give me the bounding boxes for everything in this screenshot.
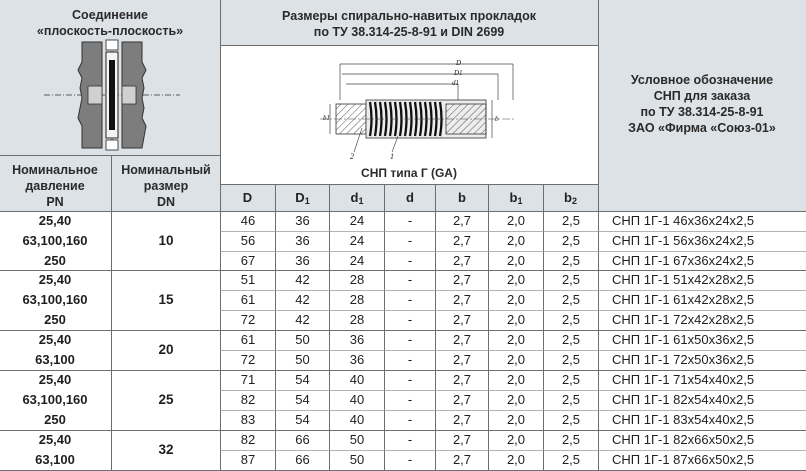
cell-b: 2,7 xyxy=(452,312,472,327)
cell-D: 72 xyxy=(240,352,256,367)
cell-d: - xyxy=(407,253,413,268)
cell-designation: СНП 1Г-1 67х36х24х2,5 xyxy=(612,253,755,268)
cell-d: - xyxy=(407,452,413,467)
cell-b1: 2,0 xyxy=(506,233,526,248)
cell-D1: 50 xyxy=(295,352,310,367)
cell-d1: 24 xyxy=(349,253,365,268)
cell-d1: 28 xyxy=(349,312,365,327)
pn-cell: 63,100,160 xyxy=(22,292,88,307)
cell-d1: 36 xyxy=(349,332,365,347)
cell-b1: 2,0 xyxy=(506,452,526,467)
cell-b: 2,7 xyxy=(452,412,472,427)
pn-cell: 25,40 xyxy=(38,332,72,347)
cell-d1: 50 xyxy=(349,432,365,447)
cell-D1: 54 xyxy=(295,372,310,387)
cell-b1: 2,0 xyxy=(506,332,526,347)
cell-D1: 36 xyxy=(295,213,310,228)
cell-D: 51 xyxy=(240,272,256,287)
cell-d: - xyxy=(407,432,413,447)
cell-b1: 2,0 xyxy=(506,372,526,387)
cell-D: 82 xyxy=(240,432,256,447)
cell-b: 2,7 xyxy=(452,253,472,268)
cell-designation: СНП 1Г-1 56х36х24х2,5 xyxy=(612,233,755,248)
cell-D: 61 xyxy=(240,332,256,347)
cell-b1: 2,0 xyxy=(506,392,526,407)
cell-b: 2,7 xyxy=(452,292,472,307)
cell-b: 2,7 xyxy=(452,233,472,248)
col-head-d1: d $_1$ xyxy=(350,190,364,206)
cell-b2: 2,5 xyxy=(561,432,581,447)
cell-b2: 2,5 xyxy=(561,312,581,327)
cell-b2: 2,5 xyxy=(561,392,581,407)
pn-cell: 250 xyxy=(44,312,66,327)
cell-D: 83 xyxy=(240,412,256,427)
cell-d: - xyxy=(407,372,413,387)
cell-b2: 2,5 xyxy=(561,412,581,427)
dn-cell: 10 xyxy=(158,233,174,248)
col-head-b1: b $_1$ xyxy=(509,190,523,206)
cell-D1: 42 xyxy=(295,272,310,287)
cell-d1: 40 xyxy=(349,412,365,427)
pn-cell: 63,100 xyxy=(35,352,75,367)
cell-designation: СНП 1Г-1 82х54х40х2,5 xyxy=(612,392,755,407)
dn-column-header: Номинальный размер DN xyxy=(121,163,211,209)
cell-b2: 2,5 xyxy=(561,272,581,287)
cell-d: - xyxy=(407,233,413,248)
cell-d: - xyxy=(407,332,413,347)
pn-cell: 25,40 xyxy=(38,272,72,287)
cell-b: 2,7 xyxy=(452,452,472,467)
cell-d1: 40 xyxy=(349,392,365,407)
cell-D: 87 xyxy=(240,452,256,467)
pn-cell: 25,40 xyxy=(38,432,72,447)
cell-b2: 2,5 xyxy=(561,292,581,307)
callout-2: 2 xyxy=(350,152,354,161)
cell-D1: 54 xyxy=(295,412,310,427)
cell-designation: СНП 1Г-1 71х54х40х2,5 xyxy=(612,372,755,387)
cell-D: 56 xyxy=(240,233,256,248)
cell-b1: 2,0 xyxy=(506,432,526,447)
cell-D1: 66 xyxy=(295,452,310,467)
designation-header: Условное обозначение СНП для заказа по ТУ 38.314-25-8-91 ЗАО «Фирма «Союз-01» xyxy=(628,73,776,135)
dim-label-b: b xyxy=(495,115,499,123)
col-head-d: d xyxy=(406,190,414,205)
pn-cell: 63,100,160 xyxy=(22,392,88,407)
pn-cell: 250 xyxy=(44,412,66,427)
cell-D1: 42 xyxy=(295,312,310,327)
cell-designation: СНП 1Г-1 61х42х28х2,5 xyxy=(612,292,755,307)
cell-b2: 2,5 xyxy=(561,452,581,467)
cell-b1: 2,0 xyxy=(506,292,526,307)
dim-label-d1-outer: D1 xyxy=(454,69,463,77)
cell-b: 2,7 xyxy=(452,272,472,287)
cell-designation: СНП 1Г-1 72х42х28х2,5 xyxy=(612,312,755,327)
cell-b2: 2,5 xyxy=(561,233,581,248)
pn-cell: 63,100,160 xyxy=(22,233,88,248)
dim-label-b1: b1 xyxy=(323,114,330,122)
cell-designation: СНП 1Г-1 46х36х24х2,5 xyxy=(612,213,755,228)
cell-b2: 2,5 xyxy=(561,352,581,367)
dn-cell: 25 xyxy=(158,392,174,407)
pn-cell: 25,40 xyxy=(38,213,72,228)
cell-D: 46 xyxy=(240,213,256,228)
dn-cell: 32 xyxy=(158,442,174,457)
col-head-D1: D $_1$ xyxy=(295,190,310,206)
cell-D: 72 xyxy=(240,312,256,327)
cell-d1: 40 xyxy=(349,372,365,387)
cell-D: 67 xyxy=(240,253,256,268)
col-head-D: D xyxy=(242,190,253,205)
pn-cell: 63,100 xyxy=(35,452,75,467)
cell-d1: 50 xyxy=(349,452,365,467)
col-head-b: b xyxy=(458,190,466,205)
cell-b2: 2,5 xyxy=(561,213,581,228)
connection-title: Соединение «плоскость-плоскость» xyxy=(36,8,184,38)
cell-D1: 54 xyxy=(295,392,310,407)
cell-designation: СНП 1Г-1 51х42х28х2,5 xyxy=(612,272,755,287)
dn-cell: 15 xyxy=(158,292,174,307)
cell-D1: 66 xyxy=(295,432,310,447)
cell-D1: 42 xyxy=(295,292,310,307)
col-head-b2: b $_2$ xyxy=(564,190,577,206)
cell-d: - xyxy=(407,292,413,307)
cell-designation: СНП 1Г-1 83х54х40х2,5 xyxy=(612,412,755,427)
cell-d: - xyxy=(407,272,413,287)
cell-b: 2,7 xyxy=(452,213,472,228)
cell-b: 2,7 xyxy=(452,392,472,407)
cell-designation: СНП 1Г-1 72х50х36х2,5 xyxy=(612,352,755,367)
cell-b: 2,7 xyxy=(452,332,472,347)
cell-d1: 36 xyxy=(349,352,365,367)
pn-cell: 250 xyxy=(44,253,66,268)
cell-designation: СНП 1Г-1 82х66х50х2,5 xyxy=(612,432,755,447)
cell-d1: 28 xyxy=(349,272,365,287)
cell-designation: СНП 1Г-1 61х50х36х2,5 xyxy=(612,332,755,347)
cell-d1: 24 xyxy=(349,213,365,228)
cell-D: 82 xyxy=(240,392,256,407)
cell-b1: 2,0 xyxy=(506,253,526,268)
dn-cell: 20 xyxy=(158,342,174,357)
cell-b1: 2,0 xyxy=(506,213,526,228)
cell-b2: 2,5 xyxy=(561,253,581,268)
cell-designation: СНП 1Г-1 87х66х50х2,5 xyxy=(612,452,755,467)
cell-d: - xyxy=(407,213,413,228)
dim-label-d1-inner: d1 xyxy=(452,79,459,87)
cell-b2: 2,5 xyxy=(561,372,581,387)
cell-d: - xyxy=(407,312,413,327)
cell-b2: 2,5 xyxy=(561,332,581,347)
pn-cell: 25,40 xyxy=(38,372,72,387)
cell-d: - xyxy=(407,352,413,367)
cell-d1: 28 xyxy=(349,292,365,307)
cell-b: 2,7 xyxy=(452,372,472,387)
cell-b1: 2,0 xyxy=(506,412,526,427)
cell-b1: 2,0 xyxy=(506,272,526,287)
cell-d: - xyxy=(407,392,413,407)
callout-1: 1 xyxy=(390,152,394,161)
cell-D: 71 xyxy=(240,372,256,387)
cell-b1: 2,0 xyxy=(506,352,526,367)
cell-b: 2,7 xyxy=(452,352,472,367)
dimensions-title: Размеры спирально-навитых прокладок по ТУ 38.314-25-8-91 и DIN 2699 xyxy=(282,9,536,39)
pn-column-header: Номинальное давление PN xyxy=(12,163,98,209)
cell-D1: 36 xyxy=(295,233,310,248)
cell-b1: 2,0 xyxy=(506,312,526,327)
cell-b: 2,7 xyxy=(452,432,472,447)
cell-D1: 50 xyxy=(295,332,310,347)
cell-D: 61 xyxy=(240,292,256,307)
dim-label-d-outer: D xyxy=(456,59,462,67)
cell-D1: 36 xyxy=(295,253,310,268)
gasket-type-label: СНП типа Г (GA) xyxy=(361,166,457,180)
cell-d1: 24 xyxy=(349,233,365,248)
cell-d: - xyxy=(407,412,413,427)
